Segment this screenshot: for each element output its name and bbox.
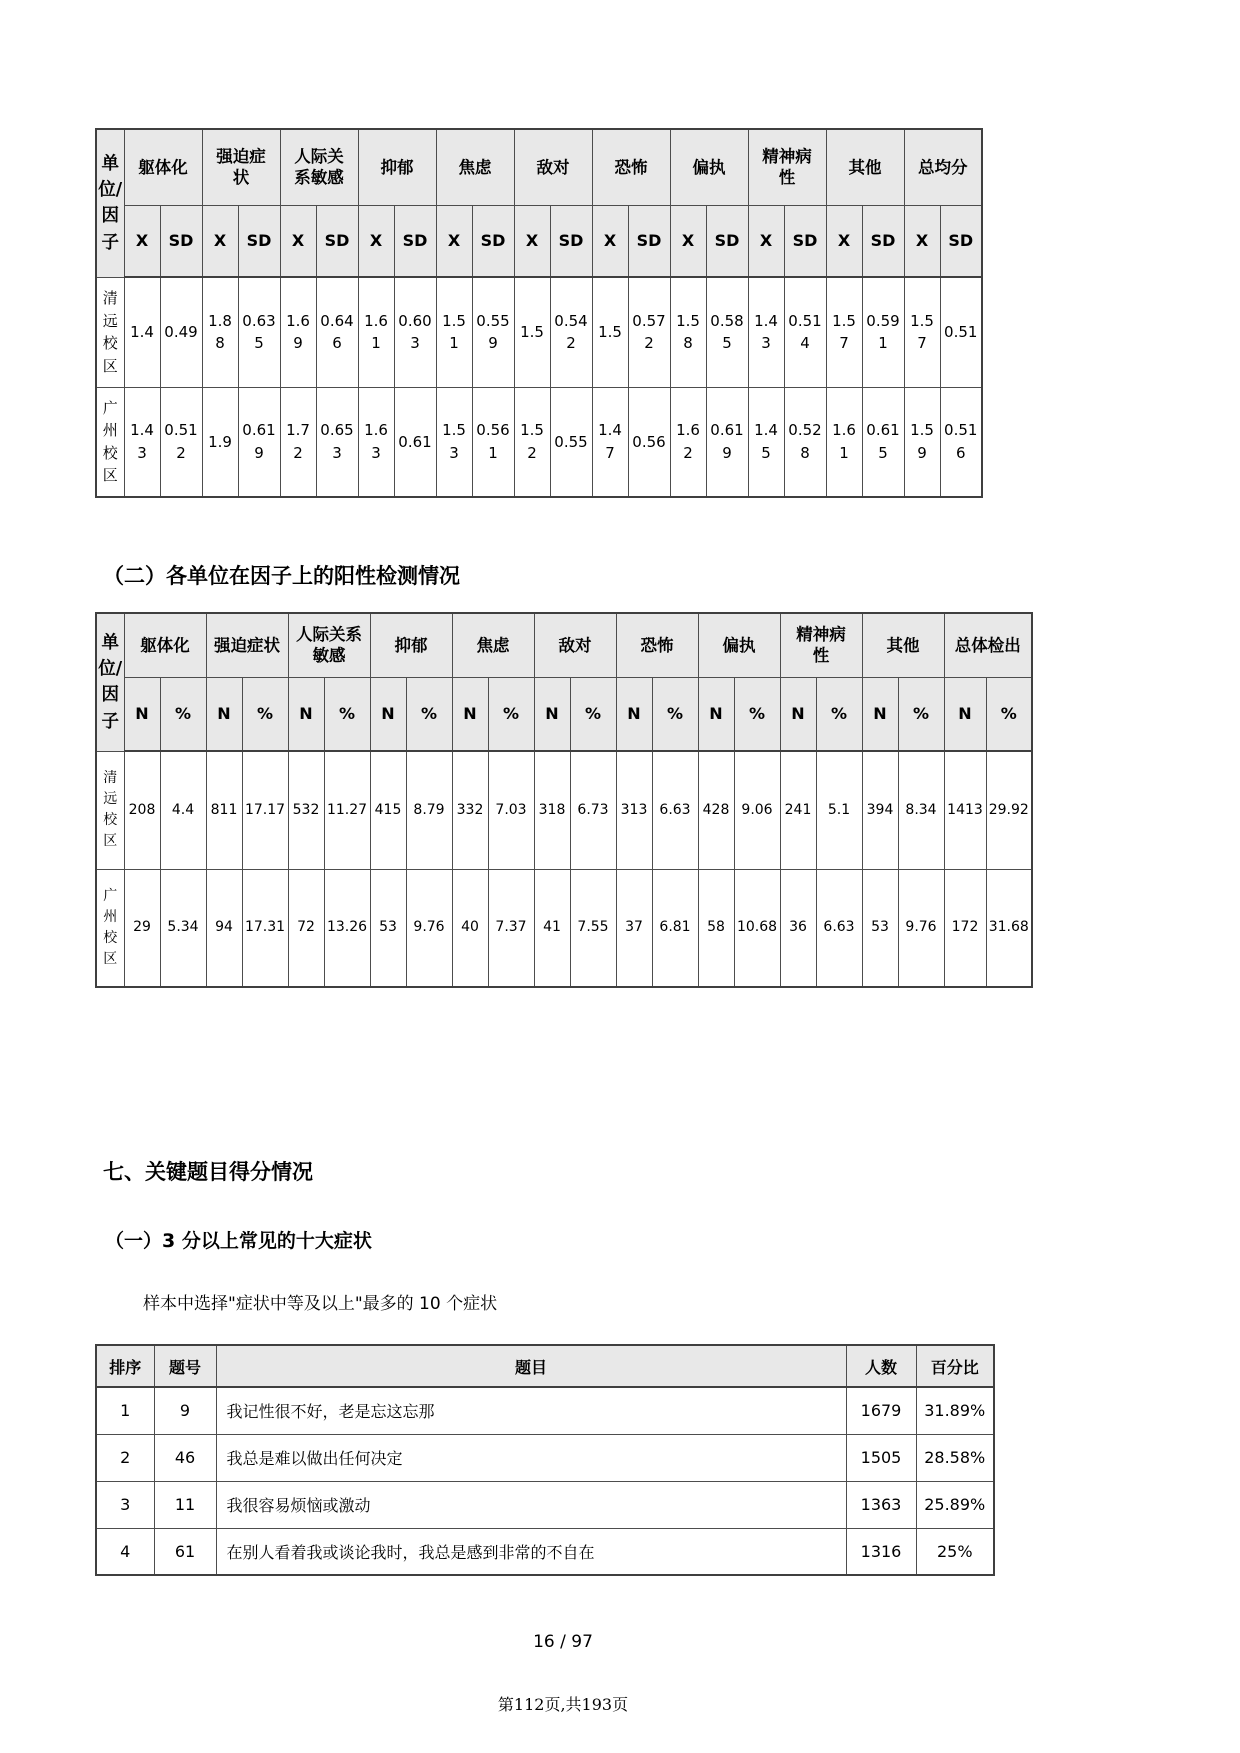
table-row xyxy=(96,1434,994,1481)
value-cell: 0.635 xyxy=(238,277,280,387)
value-cell: 17.17 xyxy=(242,751,288,869)
value-cell: 6.73 xyxy=(570,751,616,869)
value-cell: 0.603 xyxy=(394,277,436,387)
top-symptoms-table xyxy=(95,1344,995,1576)
value-cell: 0.512 xyxy=(160,387,202,497)
value-cell: 7.55 xyxy=(570,869,616,987)
count-cell: 1505 xyxy=(846,1434,916,1481)
value-cell: 58 xyxy=(698,869,734,987)
subheader-x: X xyxy=(436,205,472,277)
value-cell: 1.61 xyxy=(358,277,394,387)
subheader-sd: SD xyxy=(472,205,514,277)
value-cell: 9.06 xyxy=(734,751,780,869)
value-cell: 0.51 xyxy=(940,277,982,387)
column-header-count: 人数 xyxy=(846,1345,916,1387)
value-cell: 6.63 xyxy=(652,751,698,869)
value-cell: 0.591 xyxy=(862,277,904,387)
subheader-percent: % xyxy=(734,677,780,751)
percent-cell: 28.58% xyxy=(916,1434,994,1481)
column-header-anxiety: 焦虑 xyxy=(452,613,534,677)
subheader-n: N xyxy=(124,677,160,751)
subheader-x: X xyxy=(280,205,316,277)
page-count-label: 第112页,共193页 xyxy=(497,1695,629,1714)
subheader-x: X xyxy=(124,205,160,277)
subheader-x: X xyxy=(358,205,394,277)
table-row xyxy=(96,387,982,497)
value-cell: 0.561 xyxy=(472,387,514,497)
column-header-paranoia: 偏执 xyxy=(698,613,780,677)
value-cell: 415 xyxy=(370,751,406,869)
column-header-anxiety: 焦虑 xyxy=(436,129,514,205)
unit-cell: 清远校区 xyxy=(96,277,124,387)
subheader-sd: SD xyxy=(628,205,670,277)
table-header-row xyxy=(96,613,1032,677)
item-text-cell: 在别人看着我或谈论我时，我总是感到非常的不自在 xyxy=(216,1528,846,1575)
value-cell: 0.56 xyxy=(628,387,670,497)
subheader-x: X xyxy=(514,205,550,277)
value-cell: 313 xyxy=(616,751,652,869)
value-cell: 1.43 xyxy=(124,387,160,497)
subheader-percent: % xyxy=(652,677,698,751)
column-header-depression: 抑郁 xyxy=(370,613,452,677)
item-number-cell: 46 xyxy=(154,1434,216,1481)
column-header-interpersonal: 人际关系敏感 xyxy=(280,129,358,205)
rank-cell: 3 xyxy=(96,1481,154,1528)
value-cell: 1.88 xyxy=(202,277,238,387)
count-cell: 1679 xyxy=(846,1387,916,1434)
subheader-sd: SD xyxy=(238,205,280,277)
subheader-x: X xyxy=(670,205,706,277)
value-cell: 1.52 xyxy=(514,387,550,497)
value-cell: 1.61 xyxy=(826,387,862,497)
subheader-percent: % xyxy=(986,677,1032,751)
subheader-n: N xyxy=(288,677,324,751)
page-indicator: 16 / 97 xyxy=(533,1632,593,1652)
value-cell: 0.528 xyxy=(784,387,826,497)
column-header-psychoticism: 精神病性 xyxy=(780,613,862,677)
value-cell: 332 xyxy=(452,751,488,869)
subheader-x: X xyxy=(748,205,784,277)
value-cell: 0.619 xyxy=(706,387,748,497)
value-cell: 811 xyxy=(206,751,242,869)
value-cell: 29.92 xyxy=(986,751,1032,869)
column-header-somatization: 躯体化 xyxy=(124,613,206,677)
corner-header: 单位/因子 xyxy=(96,613,124,751)
value-cell: 41 xyxy=(534,869,570,987)
value-cell: 94 xyxy=(206,869,242,987)
percent-cell: 25% xyxy=(916,1528,994,1575)
subheader-x: X xyxy=(826,205,862,277)
rank-cell: 2 xyxy=(96,1434,154,1481)
value-cell: 1.53 xyxy=(436,387,472,497)
value-cell: 1.51 xyxy=(436,277,472,387)
item-number-cell: 61 xyxy=(154,1528,216,1575)
count-cell: 1363 xyxy=(846,1481,916,1528)
value-cell: 0.615 xyxy=(862,387,904,497)
intro-paragraph: 样本中选择"症状中等及以上"最多的 10 个症状 xyxy=(143,1294,498,1314)
column-header-other: 其他 xyxy=(862,613,944,677)
subheader-percent: % xyxy=(816,677,862,751)
subheader-x: X xyxy=(592,205,628,277)
value-cell: 0.646 xyxy=(316,277,358,387)
unit-cell: 广州校区 xyxy=(96,387,124,497)
value-cell: 11.27 xyxy=(324,751,370,869)
table-header-row xyxy=(96,129,982,205)
subheader-percent: % xyxy=(488,677,534,751)
column-header-psychoticism: 精神病性 xyxy=(748,129,826,205)
subheader-percent: % xyxy=(898,677,944,751)
section-heading-key-items: 七、关键题目得分情况 xyxy=(103,1160,313,1184)
value-cell: 1.47 xyxy=(592,387,628,497)
rank-cell: 4 xyxy=(96,1528,154,1575)
table-header-row xyxy=(96,1345,994,1387)
column-header-percentage: 百分比 xyxy=(916,1345,994,1387)
subheader-n: N xyxy=(862,677,898,751)
value-cell: 0.559 xyxy=(472,277,514,387)
value-cell: 0.653 xyxy=(316,387,358,497)
subheader-n: N xyxy=(780,677,816,751)
value-cell: 0.55 xyxy=(550,387,592,497)
subheader-n: N xyxy=(452,677,488,751)
value-cell: 0.572 xyxy=(628,277,670,387)
value-cell: 1.9 xyxy=(202,387,238,497)
value-cell: 13.26 xyxy=(324,869,370,987)
subheader-sd: SD xyxy=(394,205,436,277)
value-cell: 1.72 xyxy=(280,387,316,497)
value-cell: 208 xyxy=(124,751,160,869)
subheader-sd: SD xyxy=(784,205,826,277)
value-cell: 318 xyxy=(534,751,570,869)
subheader-n: N xyxy=(616,677,652,751)
item-text-cell: 我总是难以做出任何决定 xyxy=(216,1434,846,1481)
value-cell: 72 xyxy=(288,869,324,987)
value-cell: 29 xyxy=(124,869,160,987)
subheader-sd: SD xyxy=(706,205,748,277)
value-cell: 532 xyxy=(288,751,324,869)
value-cell: 6.81 xyxy=(652,869,698,987)
value-cell: 1.63 xyxy=(358,387,394,497)
subheader-n: N xyxy=(698,677,734,751)
value-cell: 10.68 xyxy=(734,869,780,987)
column-header-obsession: 强迫症状 xyxy=(206,613,288,677)
column-header-total-mean: 总均分 xyxy=(904,129,982,205)
subheader-percent: % xyxy=(242,677,288,751)
table-subheader-row xyxy=(96,205,982,277)
subheader-sd: SD xyxy=(316,205,358,277)
value-cell: 9.76 xyxy=(406,869,452,987)
subheader-n: N xyxy=(944,677,986,751)
value-cell: 172 xyxy=(944,869,986,987)
value-cell: 53 xyxy=(862,869,898,987)
value-cell: 1.45 xyxy=(748,387,784,497)
section-heading-positive-detection: （二）各单位在因子上的阳性检测情况 xyxy=(103,564,460,588)
value-cell: 40 xyxy=(452,869,488,987)
count-cell: 1316 xyxy=(846,1528,916,1575)
subheader-n: N xyxy=(370,677,406,751)
table-row xyxy=(96,277,982,387)
subheader-n: N xyxy=(206,677,242,751)
value-cell: 1.58 xyxy=(670,277,706,387)
value-cell: 0.585 xyxy=(706,277,748,387)
percent-cell: 25.89% xyxy=(916,1481,994,1528)
column-header-item-number: 题号 xyxy=(154,1345,216,1387)
item-number-cell: 11 xyxy=(154,1481,216,1528)
value-cell: 0.514 xyxy=(784,277,826,387)
item-number-cell: 9 xyxy=(154,1387,216,1434)
column-header-item-text: 题目 xyxy=(216,1345,846,1387)
value-cell: 1.59 xyxy=(904,387,940,497)
subheader-percent: % xyxy=(406,677,452,751)
value-cell: 1.5 xyxy=(514,277,550,387)
value-cell: 8.79 xyxy=(406,751,452,869)
value-cell: 5.34 xyxy=(160,869,206,987)
value-cell: 4.4 xyxy=(160,751,206,869)
value-cell: 7.03 xyxy=(488,751,534,869)
unit-cell: 广州校区 xyxy=(96,869,124,987)
value-cell: 0.516 xyxy=(940,387,982,497)
subheader-sd: SD xyxy=(862,205,904,277)
value-cell: 241 xyxy=(780,751,816,869)
table-row xyxy=(96,1528,994,1575)
column-header-depression: 抑郁 xyxy=(358,129,436,205)
value-cell: 1.4 xyxy=(124,277,160,387)
value-cell: 5.1 xyxy=(816,751,862,869)
value-cell: 1.57 xyxy=(904,277,940,387)
unit-cell: 清远校区 xyxy=(96,751,124,869)
table-row xyxy=(96,1481,994,1528)
column-header-hostility: 敌对 xyxy=(534,613,616,677)
value-cell: 428 xyxy=(698,751,734,869)
subheader-percent: % xyxy=(324,677,370,751)
table-row xyxy=(96,1387,994,1434)
column-header-phobia: 恐怖 xyxy=(592,129,670,205)
value-cell: 53 xyxy=(370,869,406,987)
value-cell: 9.76 xyxy=(898,869,944,987)
column-header-somatization: 躯体化 xyxy=(124,129,202,205)
value-cell: 0.61 xyxy=(394,387,436,497)
column-header-phobia: 恐怖 xyxy=(616,613,698,677)
subheader-percent: % xyxy=(160,677,206,751)
table-row xyxy=(96,751,1032,869)
value-cell: 394 xyxy=(862,751,898,869)
column-header-rank: 排序 xyxy=(96,1345,154,1387)
value-cell: 0.49 xyxy=(160,277,202,387)
value-cell: 0.542 xyxy=(550,277,592,387)
column-header-obsession: 强迫症状 xyxy=(202,129,280,205)
value-cell: 1.5 xyxy=(592,277,628,387)
subheader-x: X xyxy=(202,205,238,277)
subheader-n: N xyxy=(534,677,570,751)
percent-cell: 31.89% xyxy=(916,1387,994,1434)
subheader-percent: % xyxy=(570,677,616,751)
item-text-cell: 我记性很不好，老是忘这忘那 xyxy=(216,1387,846,1434)
subheader-sd: SD xyxy=(550,205,592,277)
value-cell: 8.34 xyxy=(898,751,944,869)
column-header-hostility: 敌对 xyxy=(514,129,592,205)
subsection-heading-top-symptoms: （一）3 分以上常见的十大症状 xyxy=(105,1230,372,1252)
value-cell: 1413 xyxy=(944,751,986,869)
value-cell: 7.37 xyxy=(488,869,534,987)
positive-detection-table xyxy=(95,612,1033,988)
subheader-sd: SD xyxy=(160,205,202,277)
value-cell: 0.619 xyxy=(238,387,280,497)
subheader-x: X xyxy=(904,205,940,277)
page-footer xyxy=(95,1632,1031,1715)
rank-cell: 1 xyxy=(96,1387,154,1434)
value-cell: 6.63 xyxy=(816,869,862,987)
column-header-paranoia: 偏执 xyxy=(670,129,748,205)
factor-score-table xyxy=(95,128,983,498)
value-cell: 1.62 xyxy=(670,387,706,497)
value-cell: 36 xyxy=(780,869,816,987)
table-row xyxy=(96,869,1032,987)
value-cell: 1.43 xyxy=(748,277,784,387)
value-cell: 31.68 xyxy=(986,869,1032,987)
column-header-interpersonal: 人际关系敏感 xyxy=(288,613,370,677)
subheader-sd: SD xyxy=(940,205,982,277)
corner-header: 单位/因子 xyxy=(96,129,124,277)
column-header-total-detection: 总体检出 xyxy=(944,613,1032,677)
item-text-cell: 我很容易烦恼或激动 xyxy=(216,1481,846,1528)
value-cell: 37 xyxy=(616,869,652,987)
column-header-other: 其他 xyxy=(826,129,904,205)
value-cell: 1.57 xyxy=(826,277,862,387)
table-subheader-row xyxy=(96,677,1032,751)
value-cell: 1.69 xyxy=(280,277,316,387)
value-cell: 17.31 xyxy=(242,869,288,987)
